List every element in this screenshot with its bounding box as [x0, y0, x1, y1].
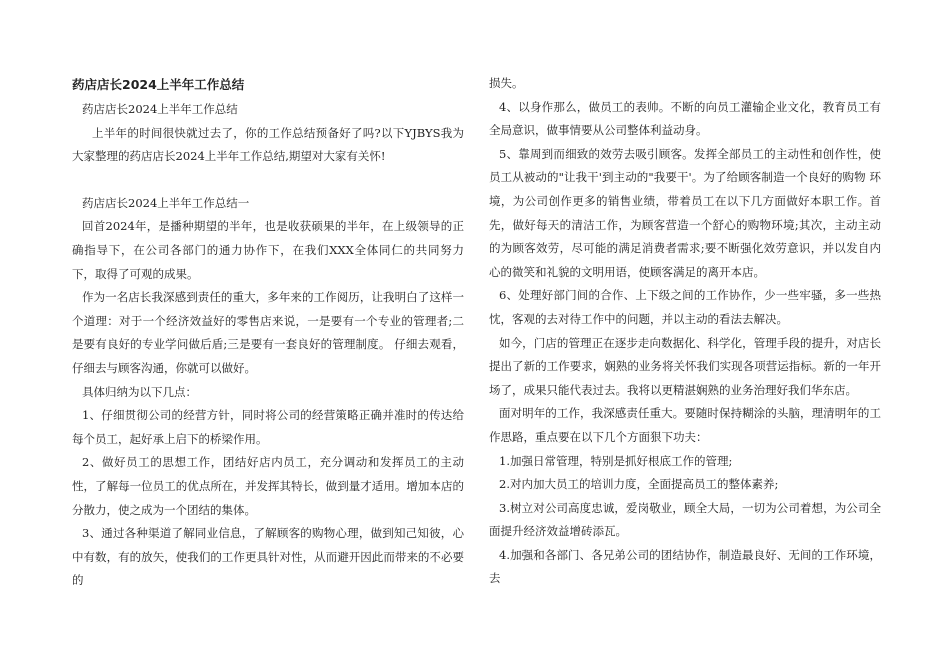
paragraph: 如今，门店的管理正在逐步走向数据化、科学化，管理手段的提升，对店长提出了新的工作要求，娴熟的业务将关怀我们实现各项营运指标。新的一年开场了，成果只能代表过去。我将以更精湛娴熟的业务治理好我们华东店。: [489, 335, 881, 397]
blank-line: [72, 169, 464, 192]
right-column: [489, 72, 881, 591]
list-item: 2、做好员工的思想工作，团结好店内员工，充分调动和发挥员工的主动性，了解每一位员工的优点所在，并发挥其特长，做到量才适用。增加本店的分散力，使之成为一个团结的集体。: [72, 455, 464, 517]
list-item: 3、通过各种渠道了解同业信息，了解顾客的购物心理，做到知己知彼，心中有数，有的放矢，使我们的工作更具针对性，从而避开因此而带来的不必要的: [72, 526, 464, 588]
list-item: 6、处理好部门间的合作、上下级之间的工作协作，少一些牢骚，多一些热忱，客观的去对待工作中的问题，并以主动的看法去解决。: [489, 288, 881, 326]
list-item: 4.加强和各部门、各兄弟公司的团结协作，制造最良好、无间的工作环境，去: [489, 547, 881, 586]
paragraph: 回首2024年，是播种期望的半年，也是收获硕果的半年，在上级领导的正确指导下，在公司各部门的通力协作下，在我们XXX全体同仁的共同努力下，取得了可观的成果。: [72, 219, 464, 281]
paragraph: 面对明年的工作，我深感责任重大。要随时保持糊涂的头脑，理清明年的工作思路，重点要在以下几个方面狠下功夫：: [489, 406, 881, 444]
paragraph: 作为一名店长我深感到责任的重大，多年来的工作阅历，让我明白了这样一个道理：对于一个经济效益好的零售店来说，一是要有一个专业的管理者;二是要有良好的专业学问做后盾;三是要有一套良好的管理制度。 仔细去观看，仔细去与顾客沟通，你就可以做好。: [72, 290, 464, 375]
list-item: 2.对内加大员工的培训力度，全面提高员工的整体素养;: [499, 477, 779, 492]
list-item: 1、仔细贯彻公司的经营方针，同时将公司的经营策略正确并准时的传达给每个员工，起好承上启下的桥梁作用。: [72, 408, 464, 446]
paragraph-continuation: 损失。: [489, 76, 524, 90]
intro-paragraph: 上半年的时间很快就过去了，你的工作总结预备好了吗?以下YJBYS我为大家整理的药店店长2024上半年工作总结,期望对大家有关怀!: [72, 125, 464, 164]
paragraph: 具体归纳为以下几点：: [82, 384, 197, 399]
list-item: 4、以身作那么，做员工的表帅。不断的向员工灌输企业文化，教育员工有全局意识，做事情要从公司整体利益动身。: [489, 99, 881, 138]
left-column: [72, 72, 464, 593]
list-item: 3.树立对公司高度忠诚，爱岗敬业，顾全大局，一切为公司着想，为公司全面提升经济效益增砖添瓦。: [489, 500, 881, 539]
list-item: 1.加强日常管理，特别是抓好根底工作的管理;: [499, 453, 733, 468]
subtitle: 药店店长2024上半年工作总结: [82, 102, 238, 116]
list-item: 5、靠周到而细致的效劳去吸引顾客。发挥全部员工的主动性和创作性，使员工从被动的"让我干'到主动的"我要干'。为了给顾客制造一个良好的购物 环境，为公司创作更多的销售业绩，带着员工在以下几方面做好本职工作。首先，做好每天的清洁工作，为顾客营造一个舒心的购物环境;其次，主动主动的为顾客效劳，尽可能的满足消费者需求;要不断强化效劳意识，并以发自内心的微笑和礼貌的文明用语，使顾客满足的离开本店。: [489, 146, 881, 279]
document-title: 药店店长2024上半年工作总结: [72, 77, 245, 92]
section-heading: 药店店长2024上半年工作总结一: [82, 195, 250, 210]
